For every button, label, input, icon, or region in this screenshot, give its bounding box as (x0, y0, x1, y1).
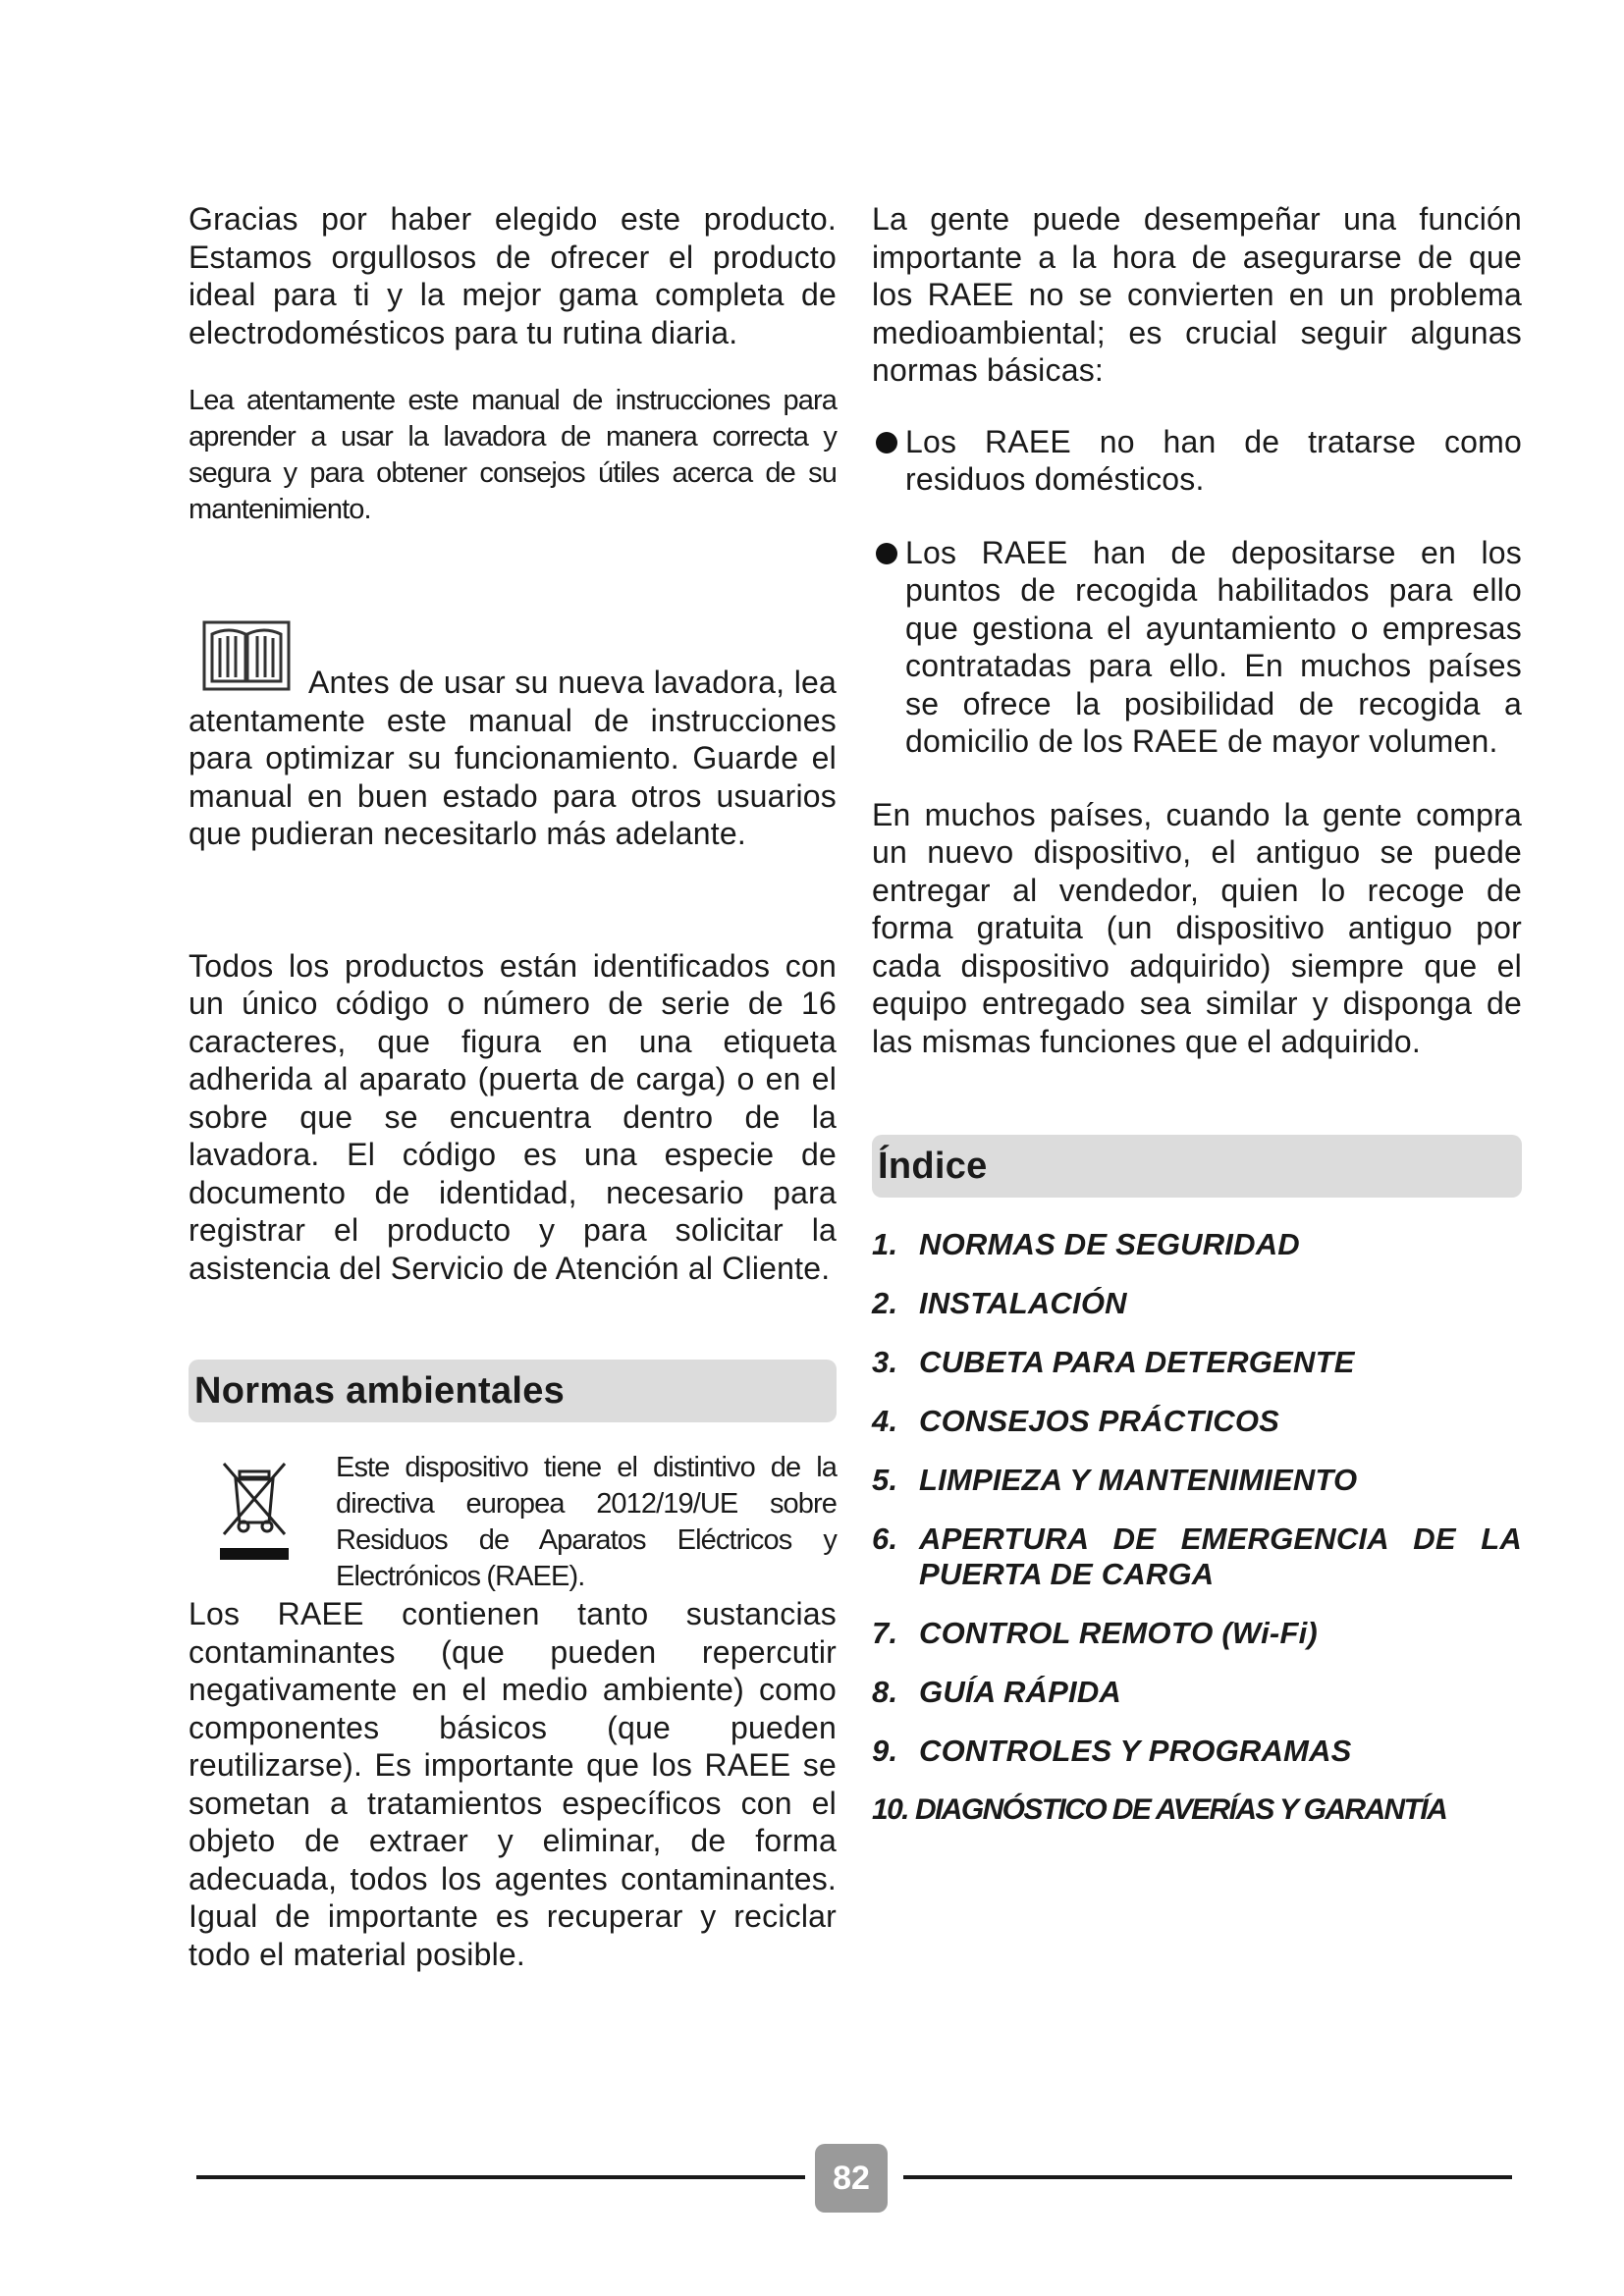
index-heading: Índice (872, 1135, 1522, 1198)
intro-paragraph: Gracias por haber elegido este producto. Estamos orgullosos de ofrecer el producto ideal para ti y la mejor gama completa de electrodomésticos para tu rutina diaria. (189, 201, 837, 350)
device-return-paragraph: En muchos países, cuando la gente compra un nuevo dispositivo, el antiguo se puede entregar al vendedor, quien lo recoge de forma gratuita (un dispositivo antiguo por cada dispositivo adquirido) siempre que el equipo entregado sea similar y disponga de las mismas funciones que el adquirido. (872, 796, 1522, 1059)
list-item: Los RAEE no han de tratarse como residuos domésticos. (872, 423, 1522, 499)
toc-item: 1. NORMAS DE SEGURIDAD (872, 1227, 1300, 1261)
weee-contents-paragraph: Los RAEE contienen tanto sustancias contaminantes (que pueden repercutir negativamente en el medio ambiente) como componentes básicos (que pueden reutilizarse). Es importante que los RAEE se sometan a tratamientos específicos con el objeto de extraer y eliminar, de forma adecuada, todos los agentes contaminantes. Igual de importante es recuperar y reciclar todo el material posible. (189, 1596, 837, 1972)
people-role-paragraph: La gente puede desempeñar una función importante a la hora de asegurarse de que los RAEE no se convierten en un problema medioambiental; es crucial seguir algunas normas básicas: (872, 201, 1522, 388)
toc-item: 8. GUÍA RÁPIDA (872, 1675, 1122, 1709)
toc-item: 3. CUBETA PARA DETERGENTE (872, 1345, 1355, 1379)
environment-heading: Normas ambientales (189, 1360, 837, 1422)
right-column (872, 200, 1522, 1851)
serial-code-paragraph: Todos los productos están identificados con un único código o número de serie de 16 caracteres, que figura en una etiqueta adherida al aparato (puerta de carga) o en el sobre que se encuentra dentro de la lavadora. El código es una especie de documento de identidad, necesario para registrar el producto y para solicitar la asistencia del Servicio de Atención al Cliente. (189, 947, 837, 1286)
open-book-icon (202, 620, 291, 691)
bullet-icon (876, 432, 897, 454)
table-of-contents (872, 1227, 1522, 1828)
toc-item: 5. LIMPIEZA Y MANTENIMIENTO (872, 1463, 1358, 1497)
before-use-paragraph: Antes de usar su nueva lavadora, lea atentamente este manual de instrucciones para optimizar su funcionamiento. Guarde el manual en buen estado para otros usuarios que pudieran necesitarlo más adelante. (189, 665, 837, 851)
toc-item: 10. DIAGNÓSTICO DE AVERÍAS Y GARANTÍA (872, 1793, 1447, 1826)
weee-block (189, 1450, 837, 1595)
toc-item: 2. INSTALACIÓN (872, 1286, 1127, 1320)
weee-rules-list (872, 423, 1522, 761)
bullet-icon (876, 543, 897, 564)
weee-directive-paragraph: Este dispositivo tiene el distintivo de la directiva europea 2012/19/UE sobre Residuos de Aparatos Eléctricos y Electrónicos (RAEE). (336, 1452, 837, 1592)
toc-item: 7. CONTROL REMOTO (Wi-Fi) (872, 1616, 1318, 1650)
toc-item: 9. CONTROLES Y PROGRAMAS (872, 1734, 1352, 1768)
before-use-block (189, 628, 837, 853)
read-manual-paragraph: Lea atentamente este manual de instrucciones para aprender a usar la lavadora de manera correcta y segura y para obtener consejos útiles acerca de su mantenimiento. (189, 385, 837, 525)
toc-item: 4. CONSEJOS PRÁCTICOS (872, 1404, 1280, 1438)
footer-rule-right (903, 2175, 1512, 2179)
toc-item: 6. APERTURA DE EMERGENCIA DE LA PUERTA DE CARGA (872, 1522, 1522, 1591)
crossed-out-bin-icon (210, 1454, 298, 1562)
footer-rule-left (196, 2175, 805, 2179)
list-item: Los RAEE han de depositarse en los puntos de recogida habilitados para ello que gestiona el ayuntamiento o empresas contratadas para ello. En muchos países se ofrece la posibilidad de recogida a domicilio de los RAEE de mayor volumen. (872, 534, 1522, 761)
page-number-badge: 82 (815, 2144, 888, 2213)
left-column (189, 200, 837, 1973)
